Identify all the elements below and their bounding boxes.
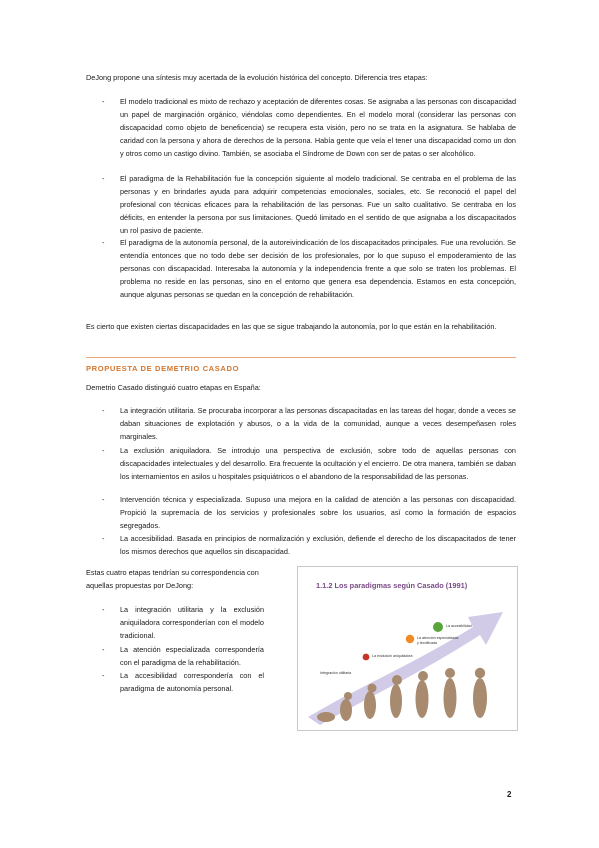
casado-stage-exclusion: La exclusión aniquiladora. Se introdujo una perspectiva de exclusión, sobre todo de aquellas personas con discapacidades intelectuales y del desarrollo. Era frecuente la ocultación y el encierro. De otra manera, también se daban los internamientos en asilos u hospitales psiquiátricos o el abandono de la responsabilidad de las personas.: [120, 446, 516, 481]
stage-traditional-text: El modelo tradicional es mixto de rechazo y aceptación de diferentes cosas. Se asignaba a las personas con discapacidad un papel de marginación orgánico, viéndolas como dependientes. En el modelo moral (considerar las personas con discapacidad como objeto de beneficencia) se recupera esta visión, pero no se trata en la asignatura. Se hablaba de caridad con la persona y ahora de derechos de la persona. Había gente que veía el tener una discapacidad como un don y otros como un castigo divino. También, se asociaba el Síndrome de Down con ser de patas o ser alcohólico.: [120, 97, 516, 158]
figure-label-accessibility: La accesibilidad: [446, 624, 472, 628]
list-item: [86, 669, 264, 695]
closing-paragraph: Es cierto que existen ciertas discapacidades en las que se sigue trabajando la autonomía, por lo que están en la rehabilitación.: [86, 322, 497, 331]
figure-title: 1.1.2 Los paradigmas según Casado (1991): [316, 581, 468, 590]
list-item: [86, 532, 516, 558]
bullet-dash: -: [102, 238, 105, 247]
section-divider: [86, 357, 516, 358]
list-item: [86, 603, 264, 642]
progress-arrow: [308, 612, 503, 725]
bullet-dash: -: [102, 605, 105, 614]
list-item: [86, 95, 516, 160]
section-heading: PROPUESTA DE DEMETRIO CASADO: [86, 364, 240, 373]
list-item: [86, 172, 516, 237]
correspondence-rehabilitation: La atención especializada correspondería con el paradigma de la rehabilitación.: [120, 645, 264, 667]
stage-rehabilitation-text: El paradigma de la Rehabilitación fue la concepción siguiente al modelo tradicional. Se centraba en el problema de las personas y en brindarles ayuda para adquirir competencias emocionales, sociales, etc. Se reconoció el papel del profesional con técnicas eficaces para la rehabilitación de las personas. Fue un salto cualitativo. Se centraba en los déficits, en entender la persona por sus limitaciones. Quedó limitado en el sentido de que asignaba a los discapacitados un rol pasivo de paciente.: [120, 174, 516, 235]
casado-stage-utilitarian: La integración utilitaria. Se procuraba incorporar a las personas discapacitadas en las tareas del hogar, donde a veces se daban situaciones de explotación y abusos, o a la vida de la comunidad, aunque a veces desempeñasen roles marginales.: [120, 406, 516, 441]
bullet-dash: -: [102, 495, 105, 504]
figure-label-exclusion: La exclusión aniquiladora: [372, 654, 413, 658]
marker-red: [363, 654, 370, 661]
correspondence-intro: Estas cuatro etapas tendrían su correspondencia con aquellas propuestas por DeJong:: [86, 568, 259, 590]
list-item: [86, 493, 516, 532]
correspondence-traditional: La integración utilitaria y la exclusión aniquiladora corresponderían con el modelo tradicional.: [120, 605, 264, 640]
page-number: 2: [507, 790, 512, 799]
intro-paragraph: DeJong propone una síntesis muy acertada de la evolución histórica del concepto. Diferencia tres etapas:: [86, 73, 428, 82]
marker-orange: [406, 635, 414, 643]
correspondence-autonomy: La accesibilidad correspondería con el paradigma de autonomía personal.: [120, 671, 264, 693]
stage-autonomy-text: El paradigma de la autonomía personal, de la autoreivindicación de los discapacitados principales. Fue una revolución. Se entendía entonces que no todo debe ser decisión de los profesionales, por lo que supuso el empoderamiento de las personas con discapacidad. Interesaba la autonomía y la independencia frente a que solo se traten los problemas. El problema no reside en las personas, sino en el entorno que genera esa dependencia. Estamos en esta concepción, aunque algunas personas se quedan en la concepción de rehabilitación.: [120, 238, 516, 299]
bullet-dash: -: [102, 97, 105, 106]
bullet-dash: -: [102, 534, 105, 543]
figure-label-utilitarian: Integración utilitaria: [320, 671, 352, 675]
casado-stage-technical: Intervención técnica y especializada. Supuso una mejora en la calidad de atención a las personas con discapacidad. Propició la supremacía de los servicios y profesionales sobre los usuarios, así como la formación de espacios segregados.: [120, 495, 516, 530]
list-item: [86, 444, 516, 483]
bullet-dash: -: [102, 446, 105, 455]
bullet-dash: -: [102, 671, 105, 680]
bullet-dash: -: [102, 174, 105, 183]
figure-label-specialized: La atención especializada y tecnificada: [417, 636, 459, 645]
bullet-dash: -: [102, 645, 105, 654]
evolution-illustration: [298, 567, 517, 730]
bullet-dash: -: [102, 406, 105, 415]
marker-green: [433, 622, 443, 632]
casado-intro: Demetrio Casado distinguió cuatro etapas en España:: [86, 383, 261, 392]
casado-stage-accessibility: La accesibilidad. Basada en principios de normalización y exclusión, defiende el derecho de los discapacitados de tener los mismos derechos que aquellos sin discapacidad.: [120, 534, 516, 556]
list-item: [86, 236, 516, 301]
list-item: [86, 404, 516, 443]
list-item: [86, 643, 264, 669]
paradigms-figure: [297, 566, 518, 731]
